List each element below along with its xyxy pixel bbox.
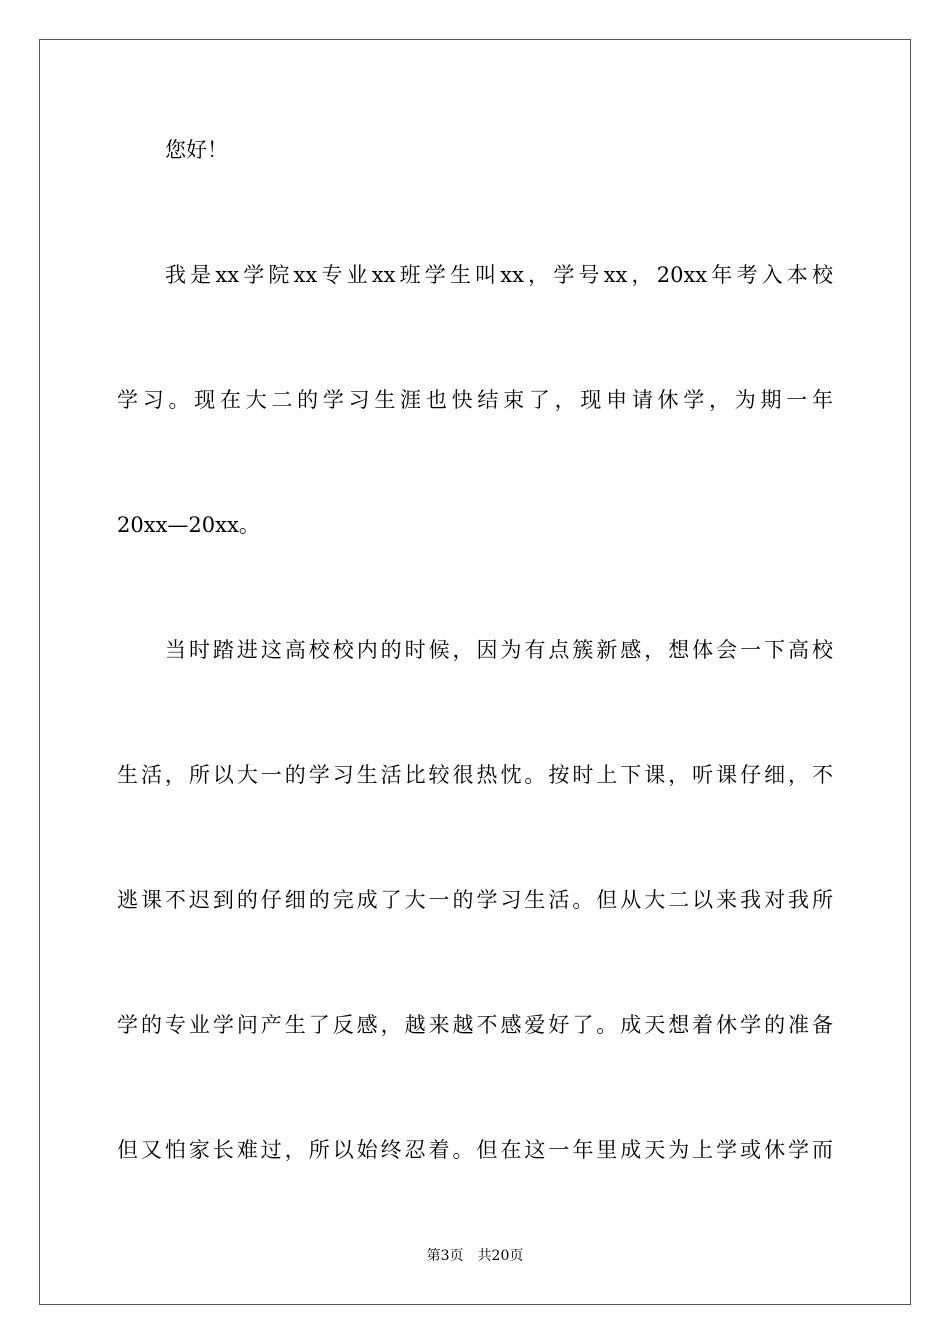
body-line: 学习。现在大二的学习生涯也快结束了，现申请休学，为期一年 (117, 388, 833, 412)
body-line: 我是xx学院xx专业xx班学生叫xx，学号xx，20xx年考入本校 (165, 263, 833, 287)
body-line: 但又怕家长难过，所以始终忍着。但在这一年里成天为上学或休学而 (117, 1138, 833, 1162)
greeting-line: 您好！ (165, 138, 228, 162)
body-line: 学的专业学问产生了反感，越来越不感爱好了。成天想着休学的准备 (117, 1013, 833, 1037)
total-pages: 共20页 (477, 1248, 524, 1264)
page-number: 第3页 (426, 1248, 464, 1264)
body-line: 当时踏进这高校校内的时候，因为有点簇新感，想体会一下高校 (165, 638, 833, 662)
body-line: 生活，所以大一的学习生活比较很热忱。按时上下课，听课仔细，不 (117, 763, 833, 787)
body-line: 20xx—20xx。 (117, 513, 260, 537)
page-frame (39, 39, 911, 1305)
body-line: 逃课不迟到的仔细的完成了大一的学习生活。但从大二以来我对我所 (117, 888, 833, 912)
page-footer (0, 1246, 950, 1266)
